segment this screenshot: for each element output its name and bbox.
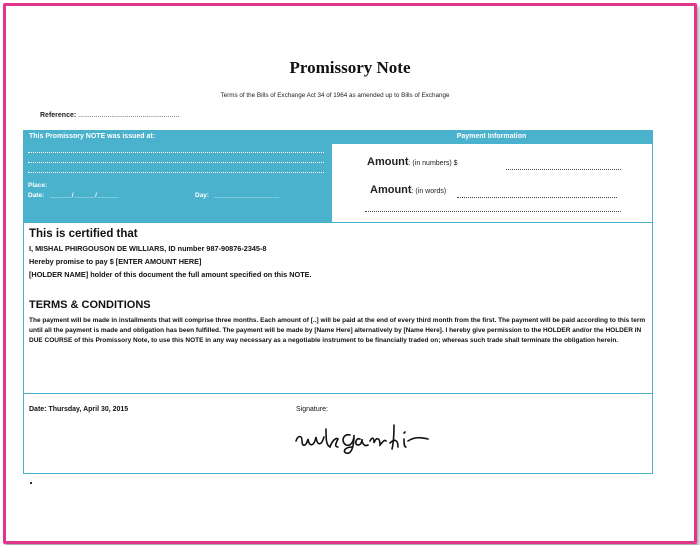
amount-words-label: Amount [370,184,412,196]
place-label: Place: [28,182,48,189]
signature-label: Signature: [296,406,328,413]
address-line-1 [28,152,324,153]
amount-words-field [370,184,446,196]
reference-value: .................................................... [78,112,180,119]
day-value: __________________ [214,192,280,199]
amount-numbers-label: Amount [367,156,409,168]
date-label: Date: [28,192,45,199]
certification-line-1: I, MISHAL PHIRGOUSON DE WILLIARS, ID number 987-90876-2345-8 [29,244,267,253]
certification-heading: This is certified that [29,228,138,240]
terms-heading: TERMS & CONDITIONS [29,299,151,311]
date-value: ______/______/______ [50,192,119,199]
amount-numbers-line [506,169,621,170]
section-divider [24,222,652,223]
document-subtitle: Terms of the Bills of Exchange Act 34 of 1964 as amended up to Bills of Exchange [220,92,450,99]
page-title: Promissory Note [289,58,411,77]
amount-numbers-field [367,156,458,168]
payment-panel [331,144,652,222]
day-label: Day: [195,192,210,199]
signature-image [290,417,480,455]
amount-words-line-2 [365,211,621,212]
footer-divider [24,393,652,394]
amount-numbers-hint: : (in numbers) $ [408,160,458,167]
address-line-2 [28,162,324,163]
issue-date: Date: Thursday, April 30, 2015 [29,406,129,413]
reference-field [40,112,179,119]
issued-panel [24,144,331,222]
amount-words-hint: : (in words) [411,188,447,195]
stray-mark [30,482,32,484]
reference-label: Reference: [40,112,77,119]
certification-line-2: Hereby promise to pay $ [ENTER AMOUNT HERE] [29,257,202,266]
issued-header: This Promissory NOTE was issued at: [29,133,156,140]
terms-body: The payment will be made in installments that will comprise three months. Each amount of [..] will be paid at the end of every third month from the first. The payment will be paid according to this term until all the payment is made and obligation has been fulfilled. The payment will be made by [Name Here] alternatively by [Name Here]. I hereby give permission to the HOLDER and/or the HOLDER IN DUE COURSE of this Promissory Note, to use this NOTE in any way necessary as a negotiable instrument to be financially traded on; whereas such trade shall terminate the obligation herein. [29,317,646,344]
certification-line-3: [HOLDER NAME] holder of this document the full amount specified on this NOTE. [29,270,312,279]
address-line-3 [28,172,324,173]
payment-header: Payment Information [456,133,527,140]
note-box [23,130,653,474]
header-bar [24,131,652,144]
amount-words-line-1 [457,197,617,198]
